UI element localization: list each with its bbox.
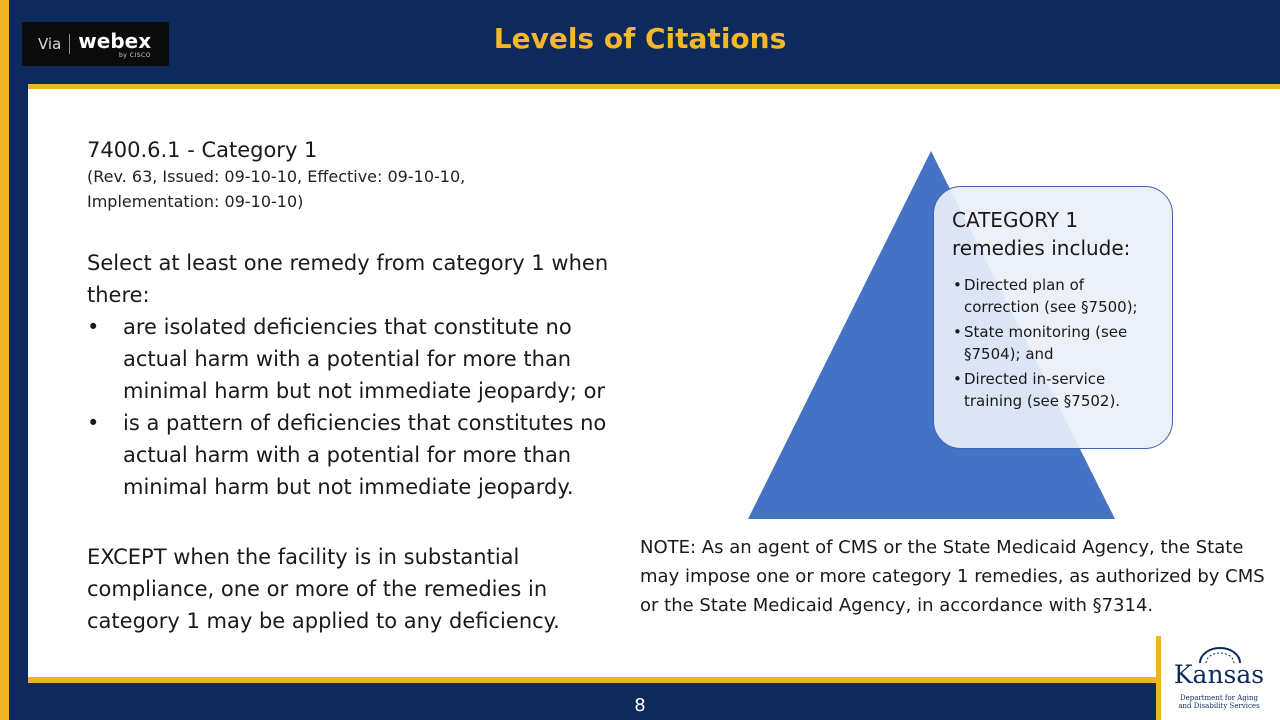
category-title: CATEGORY 1 remedies include: — [952, 208, 1131, 260]
bullet-icon: • — [953, 276, 962, 294]
kansas-logo-word: Kansas — [1173, 660, 1265, 689]
left-column — [87, 136, 632, 637]
kansas-subtitle-line-2: and Disability Services — [1178, 702, 1260, 710]
bullet-icon: • — [87, 411, 100, 435]
page-number: 8 — [634, 695, 646, 716]
bullet-icon: • — [953, 323, 962, 341]
criteria-list — [87, 311, 632, 503]
criteria-item — [87, 407, 632, 503]
remedy-text: Directed plan of correction (see §7500); — [964, 276, 1138, 316]
section-heading: 7400.6.1 - Category 1 — [87, 138, 318, 162]
note-text: NOTE: As an agent of CMS or the State Medicaid Agency, the State may impose one or more category 1 remedies, as authorized by CMS or the State Medicaid Agency, in accordance with §7314. — [640, 537, 1265, 616]
remedy-item — [952, 321, 1156, 365]
remedy-item — [952, 274, 1156, 318]
revision-line-2: Implementation: 09-10-10) — [87, 192, 304, 211]
slide-title: Levels of Citations — [493, 22, 787, 55]
revision-line-1: (Rev. 63, Issued: 09-10-10, Effective: 09-10-10, — [87, 167, 466, 186]
webex-via-label: Via — [38, 35, 62, 53]
kansas-subtitle-line-1: Department for Aging — [1179, 694, 1259, 702]
category-callout-box — [933, 186, 1173, 449]
webex-logo-text: webex — [78, 29, 152, 53]
remedy-text: State monitoring (see §7504); and — [964, 323, 1128, 363]
webex-divider — [69, 34, 70, 54]
webex-badge — [22, 22, 169, 66]
intro-text: Select at least one remedy from category 1 when there: — [87, 251, 609, 307]
except-text: EXCEPT when the facility is in substantial compliance, one or more of the remedies in category 1 may be applied to any deficiency. — [87, 545, 560, 633]
remedy-text: Directed in-service training (see §7502). — [964, 370, 1121, 410]
criteria-text: is a pattern of deficiencies that constitutes no actual harm with a potential for more than minimal harm but not immediate jeopardy. — [123, 411, 607, 499]
criteria-text: are isolated deficiencies that constitute no actual harm with a potential for more than minimal harm but not immediate jeopardy; or — [123, 315, 606, 403]
remedy-item — [952, 368, 1156, 412]
remedy-list — [952, 274, 1156, 412]
kansas-logo-subtitle — [1163, 694, 1275, 710]
webex-by-cisco: by CISCO — [119, 52, 151, 59]
bullet-icon: • — [953, 370, 962, 388]
bullet-icon: • — [87, 315, 100, 339]
left-accent-stripe — [0, 0, 9, 720]
criteria-item — [87, 311, 632, 407]
